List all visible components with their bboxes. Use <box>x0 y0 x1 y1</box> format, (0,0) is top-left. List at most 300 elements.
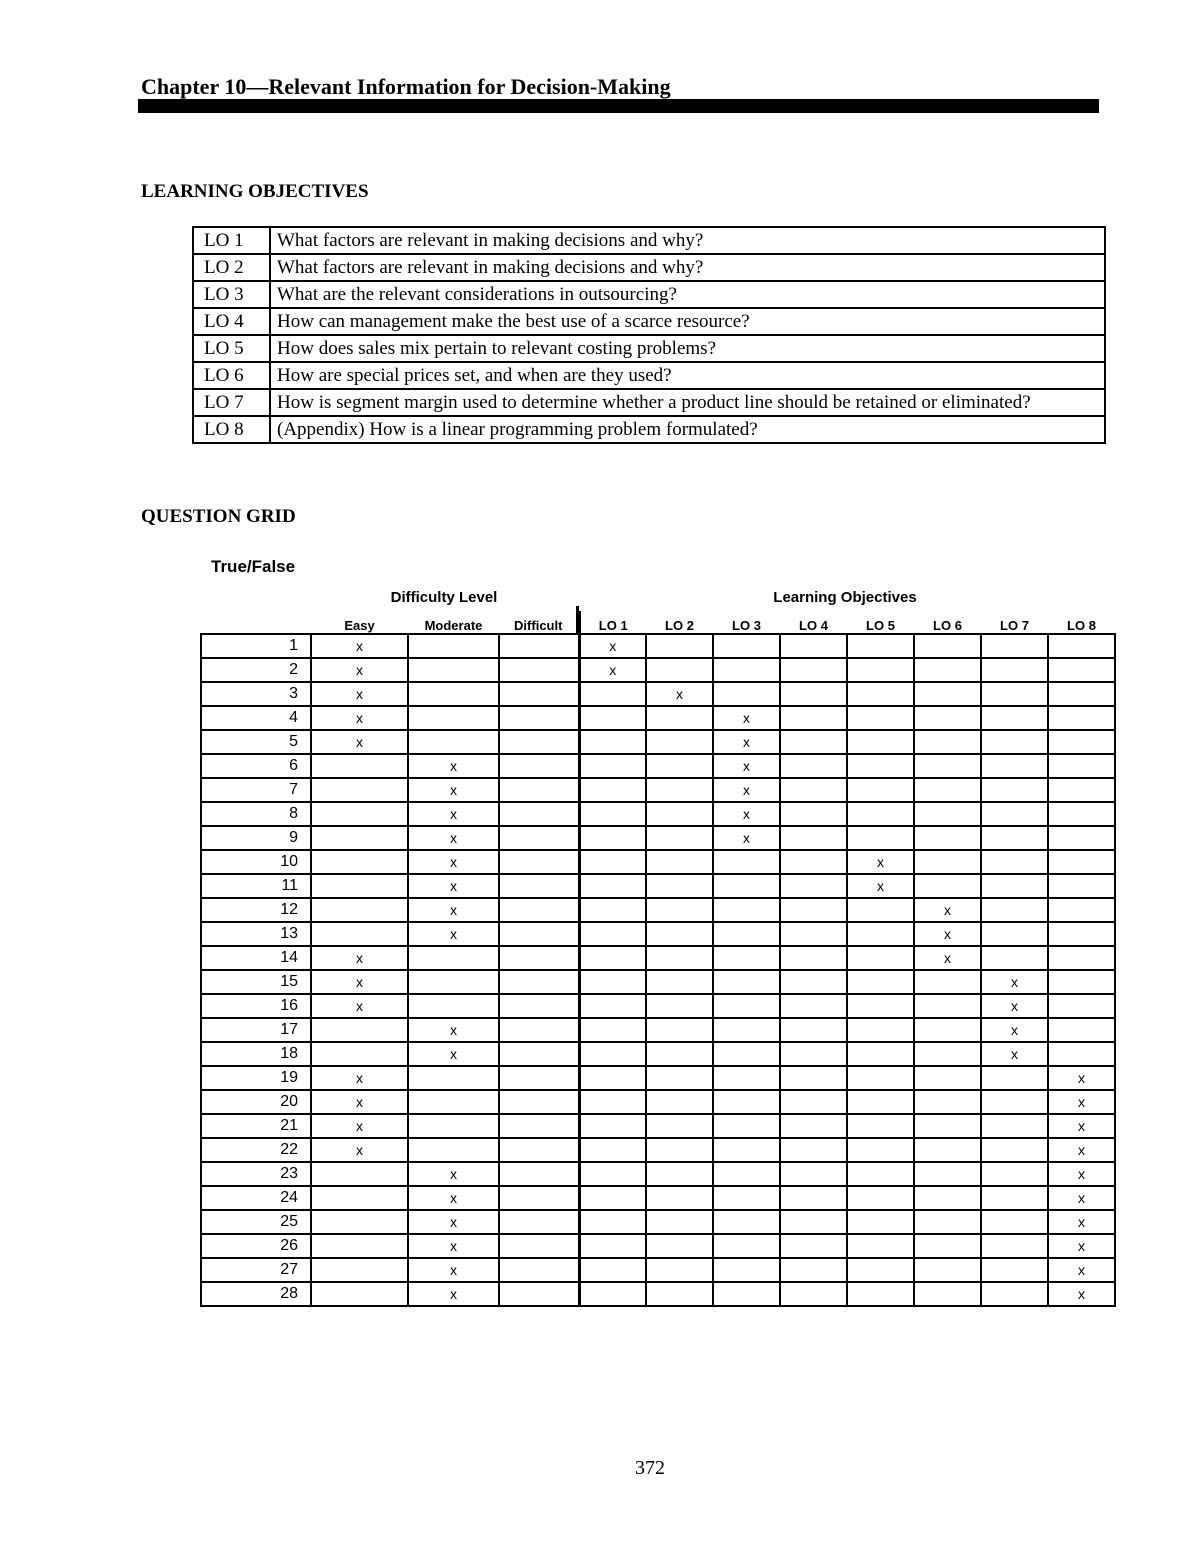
lo-code: LO 2 <box>193 254 270 281</box>
question-number: 3 <box>201 682 311 706</box>
grid-cell <box>646 706 713 730</box>
grid-cell <box>780 1018 847 1042</box>
grid-cell <box>914 778 981 802</box>
grid-cell <box>311 946 408 970</box>
grid-cell <box>713 754 780 778</box>
grid-cell <box>499 658 579 682</box>
grid-cell <box>780 634 847 658</box>
grid-row <box>201 778 1115 802</box>
grid-cell <box>1048 1258 1115 1282</box>
question-number: 21 <box>201 1114 311 1138</box>
grid-mark: x <box>1011 1022 1018 1038</box>
grid-cell <box>847 1282 914 1306</box>
grid-column-header: LO 4 <box>780 611 847 634</box>
grid-cell <box>499 898 579 922</box>
page-number: 372 <box>635 1457 665 1479</box>
grid-row <box>201 1090 1115 1114</box>
grid-cell <box>713 802 780 826</box>
grid-cell <box>780 1282 847 1306</box>
lo-text: What are the relevant considerations in outsourcing? <box>270 281 1105 308</box>
grid-cell <box>713 994 780 1018</box>
grid-cell <box>499 1186 579 1210</box>
grid-cell <box>646 994 713 1018</box>
grid-cell <box>646 1234 713 1258</box>
grid-cell <box>579 874 646 898</box>
question-number: 6 <box>201 754 311 778</box>
grid-column-header: LO 7 <box>981 611 1048 634</box>
grid-cell <box>408 946 499 970</box>
grid-cell <box>981 826 1048 850</box>
grid-cell <box>780 946 847 970</box>
grid-cell <box>311 1138 408 1162</box>
lo-row <box>193 254 1105 281</box>
grid-cell <box>646 970 713 994</box>
grid-cell <box>713 634 780 658</box>
learning-objectives-table <box>192 226 1106 444</box>
grid-cell <box>499 826 579 850</box>
grid-cell <box>646 1042 713 1066</box>
grid-mark: x <box>743 710 750 726</box>
grid-cell <box>579 850 646 874</box>
grid-cell <box>499 754 579 778</box>
grid-cell <box>579 682 646 706</box>
grid-mark: x <box>356 686 363 702</box>
grid-cell <box>408 874 499 898</box>
grid-column-header: Moderate <box>408 611 499 634</box>
lo-code: LO 5 <box>193 335 270 362</box>
grid-cell <box>847 850 914 874</box>
grid-cell <box>780 1258 847 1282</box>
grid-cell <box>646 802 713 826</box>
grid-cell <box>713 874 780 898</box>
grid-cell <box>499 1162 579 1186</box>
grid-cell <box>1048 730 1115 754</box>
grid-cell <box>646 682 713 706</box>
question-grid-heading: QUESTION GRID <box>141 506 296 527</box>
grid-cell <box>914 850 981 874</box>
grid-cell <box>579 1042 646 1066</box>
grid-mark: x <box>676 686 683 702</box>
grid-cell <box>847 754 914 778</box>
grid-mark: x <box>1078 1166 1085 1182</box>
lo-row <box>193 281 1105 308</box>
grid-cell <box>311 682 408 706</box>
grid-mark: x <box>877 878 884 894</box>
grid-cell <box>847 706 914 730</box>
lo-code: LO 4 <box>193 308 270 335</box>
title-rule <box>138 99 1099 113</box>
grid-cell <box>579 802 646 826</box>
grid-mark: x <box>944 926 951 942</box>
grid-cell <box>499 778 579 802</box>
question-number: 8 <box>201 802 311 826</box>
grid-cell <box>713 658 780 682</box>
lo-row <box>193 389 1105 416</box>
grid-cell <box>499 730 579 754</box>
grid-cell <box>408 634 499 658</box>
grid-cell <box>1048 754 1115 778</box>
grid-cell <box>713 778 780 802</box>
grid-mark: x <box>450 1286 457 1302</box>
grid-cell <box>579 1210 646 1234</box>
lo-text: How are special prices set, and when are they used? <box>270 362 1105 389</box>
lo-text: (Appendix) How is a linear programming problem formulated? <box>270 416 1105 443</box>
lo-row <box>193 335 1105 362</box>
grid-cell <box>499 1018 579 1042</box>
question-number: 20 <box>201 1090 311 1114</box>
grid-cell <box>914 1018 981 1042</box>
difficulty-level-label: Difficulty Level <box>390 589 498 606</box>
grid-cell <box>713 1090 780 1114</box>
grid-mark: x <box>450 806 457 822</box>
grid-cell <box>408 658 499 682</box>
grid-cell <box>713 1234 780 1258</box>
grid-mark: x <box>356 1094 363 1110</box>
grid-cell <box>780 1138 847 1162</box>
grid-cell <box>1048 1138 1115 1162</box>
grid-cell <box>408 1282 499 1306</box>
grid-cell <box>408 1066 499 1090</box>
grid-mark: x <box>356 734 363 750</box>
grid-cell <box>914 682 981 706</box>
grid-cell <box>981 730 1048 754</box>
question-number: 9 <box>201 826 311 850</box>
grid-mark: x <box>450 782 457 798</box>
grid-cell <box>646 1090 713 1114</box>
grid-cell <box>981 1234 1048 1258</box>
grid-cell <box>408 898 499 922</box>
grid-cell <box>981 1042 1048 1066</box>
grid-cell <box>713 730 780 754</box>
grid-cell <box>646 1066 713 1090</box>
grid-cell <box>1048 1282 1115 1306</box>
question-number: 12 <box>201 898 311 922</box>
question-number: 17 <box>201 1018 311 1042</box>
grid-cell <box>981 658 1048 682</box>
grid-cell <box>847 946 914 970</box>
grid-cell <box>408 706 499 730</box>
grid-column-header: LO 8 <box>1048 611 1115 634</box>
grid-mark: x <box>743 758 750 774</box>
grid-row <box>201 682 1115 706</box>
grid-cell <box>1048 994 1115 1018</box>
grid-cell <box>311 898 408 922</box>
grid-mark: x <box>1078 1142 1085 1158</box>
grid-mark: x <box>450 1166 457 1182</box>
grid-cell <box>311 1234 408 1258</box>
grid-cell <box>981 1114 1048 1138</box>
lo-row <box>193 416 1105 443</box>
grid-cell <box>914 634 981 658</box>
grid-cell <box>579 1234 646 1258</box>
question-number: 5 <box>201 730 311 754</box>
grid-cell <box>579 994 646 1018</box>
grid-cell <box>646 1258 713 1282</box>
question-number: 27 <box>201 1258 311 1282</box>
grid-cell <box>408 922 499 946</box>
grid-cell <box>847 1018 914 1042</box>
grid-cell <box>780 778 847 802</box>
grid-cell <box>914 994 981 1018</box>
grid-mark: x <box>450 902 457 918</box>
grid-mark: x <box>356 998 363 1014</box>
question-number: 7 <box>201 778 311 802</box>
grid-cell <box>646 1282 713 1306</box>
grid-cell <box>646 1138 713 1162</box>
grid-row <box>201 874 1115 898</box>
grid-cell <box>579 658 646 682</box>
grid-mark: x <box>1078 1094 1085 1110</box>
grid-mark: x <box>450 1214 457 1230</box>
grid-cell <box>311 1162 408 1186</box>
grid-cell <box>579 754 646 778</box>
grid-cell <box>646 1210 713 1234</box>
question-number: 18 <box>201 1042 311 1066</box>
grid-cell <box>311 730 408 754</box>
grid-cell <box>579 1138 646 1162</box>
question-number: 25 <box>201 1210 311 1234</box>
grid-cell <box>981 898 1048 922</box>
grid-cell <box>646 898 713 922</box>
grid-cell <box>499 970 579 994</box>
grid-cell <box>713 850 780 874</box>
grid-cell <box>408 754 499 778</box>
grid-cell <box>914 922 981 946</box>
grid-cell <box>646 826 713 850</box>
grid-cell <box>579 1018 646 1042</box>
grid-mark: x <box>1078 1118 1085 1134</box>
grid-cell <box>914 970 981 994</box>
grid-cell <box>311 922 408 946</box>
grid-mark: x <box>450 1238 457 1254</box>
grid-mark: x <box>1078 1238 1085 1254</box>
grid-cell <box>981 994 1048 1018</box>
grid-cell <box>981 1186 1048 1210</box>
grid-cell <box>780 1210 847 1234</box>
grid-mark: x <box>450 1022 457 1038</box>
grid-cell <box>847 1042 914 1066</box>
grid-cell <box>780 658 847 682</box>
grid-cell <box>981 802 1048 826</box>
grid-cell <box>713 898 780 922</box>
grid-cell <box>408 778 499 802</box>
grid-cell <box>499 1042 579 1066</box>
grid-cell <box>579 1114 646 1138</box>
grid-mark: x <box>743 734 750 750</box>
grid-cell <box>499 1090 579 1114</box>
grid-cell <box>499 1138 579 1162</box>
lo-code: LO 7 <box>193 389 270 416</box>
grid-cell <box>847 994 914 1018</box>
grid-cell <box>847 634 914 658</box>
grid-cell <box>408 1234 499 1258</box>
grid-cell <box>847 730 914 754</box>
grid-row <box>201 1210 1115 1234</box>
grid-cell <box>1048 946 1115 970</box>
grid-row <box>201 970 1115 994</box>
grid-cell <box>311 658 408 682</box>
grid-cell <box>1048 658 1115 682</box>
grid-cell <box>408 802 499 826</box>
question-number: 2 <box>201 658 311 682</box>
grid-cell <box>981 1066 1048 1090</box>
grid-cell <box>646 634 713 658</box>
grid-row <box>201 994 1115 1018</box>
grid-cell <box>408 1090 499 1114</box>
grid-cell <box>713 682 780 706</box>
grid-mark: x <box>356 1118 363 1134</box>
grid-cell <box>499 1210 579 1234</box>
grid-mark: x <box>450 878 457 894</box>
grid-cell <box>914 706 981 730</box>
grid-cell <box>646 946 713 970</box>
grid-cell <box>847 922 914 946</box>
grid-cell <box>981 1162 1048 1186</box>
grid-mark: x <box>356 1142 363 1158</box>
grid-cell <box>499 1234 579 1258</box>
grid-mark: x <box>1078 1286 1085 1302</box>
grid-cell <box>847 1234 914 1258</box>
grid-cell <box>981 1210 1048 1234</box>
grid-cell <box>713 1258 780 1282</box>
lo-row <box>193 308 1105 335</box>
grid-header-blank <box>201 611 311 634</box>
grid-cell <box>1048 1234 1115 1258</box>
grid-cell <box>311 634 408 658</box>
grid-mark: x <box>1011 974 1018 990</box>
grid-row <box>201 1018 1115 1042</box>
grid-cell <box>311 1066 408 1090</box>
grid-cell <box>1048 826 1115 850</box>
grid-cell <box>579 706 646 730</box>
grid-cell <box>499 1066 579 1090</box>
grid-cell <box>981 634 1048 658</box>
grid-mark: x <box>1011 998 1018 1014</box>
grid-mark: x <box>1078 1214 1085 1230</box>
grid-cell <box>780 1042 847 1066</box>
grid-cell <box>847 802 914 826</box>
grid-cell <box>981 946 1048 970</box>
grid-cell <box>311 1042 408 1066</box>
grid-cell <box>579 898 646 922</box>
grid-cell <box>914 658 981 682</box>
grid-cell <box>646 922 713 946</box>
grid-cell <box>408 1186 499 1210</box>
grid-cell <box>311 754 408 778</box>
grid-cell <box>1048 922 1115 946</box>
grid-cell <box>1048 874 1115 898</box>
grid-cell <box>780 1186 847 1210</box>
grid-row <box>201 1258 1115 1282</box>
grid-cell <box>1048 802 1115 826</box>
question-number: 24 <box>201 1186 311 1210</box>
grid-cell <box>847 1090 914 1114</box>
grid-cell <box>780 1114 847 1138</box>
grid-cell <box>981 754 1048 778</box>
grid-cell <box>408 1018 499 1042</box>
grid-cell <box>579 946 646 970</box>
grid-column-header: LO 2 <box>646 611 713 634</box>
grid-row <box>201 1114 1115 1138</box>
grid-cell <box>1048 1018 1115 1042</box>
grid-cell <box>579 1258 646 1282</box>
grid-cell <box>713 1210 780 1234</box>
grid-column-header: Easy <box>311 611 408 634</box>
grid-cell <box>981 1258 1048 1282</box>
grid-cell <box>847 1066 914 1090</box>
lo-text: How is segment margin used to determine whether a product line should be retained or eliminated? <box>270 389 1105 416</box>
grid-cell <box>713 922 780 946</box>
lo-text: What factors are relevant in making decisions and why? <box>270 227 1105 254</box>
grid-cell <box>646 874 713 898</box>
grid-cell <box>713 970 780 994</box>
grid-cell <box>847 898 914 922</box>
grid-cell <box>408 994 499 1018</box>
grid-row <box>201 850 1115 874</box>
question-number: 15 <box>201 970 311 994</box>
question-number: 23 <box>201 1162 311 1186</box>
chapter-title: Chapter 10—Relevant Information for Decision-Making <box>141 74 671 99</box>
grid-mark: x <box>450 758 457 774</box>
grid-mark: x <box>877 854 884 870</box>
grid-cell <box>713 1186 780 1210</box>
grid-cell <box>914 1210 981 1234</box>
grid-cell <box>646 1018 713 1042</box>
grid-cell <box>914 1090 981 1114</box>
grid-mark: x <box>944 902 951 918</box>
grid-cell <box>847 658 914 682</box>
grid-cell <box>1048 682 1115 706</box>
grid-cell <box>499 634 579 658</box>
grid-cell <box>579 970 646 994</box>
grid-mark: x <box>1011 1046 1018 1062</box>
grid-cell <box>847 1162 914 1186</box>
grid-cell <box>780 1090 847 1114</box>
question-grid-table <box>200 611 1116 1307</box>
grid-row <box>201 1066 1115 1090</box>
grid-cell <box>499 922 579 946</box>
question-number: 16 <box>201 994 311 1018</box>
grid-cell <box>408 1258 499 1282</box>
grid-cell <box>579 778 646 802</box>
grid-cell <box>713 1282 780 1306</box>
grid-row <box>201 1186 1115 1210</box>
question-number: 22 <box>201 1138 311 1162</box>
grid-cell <box>311 802 408 826</box>
grid-cell <box>780 682 847 706</box>
grid-cell <box>311 1090 408 1114</box>
grid-cell <box>646 850 713 874</box>
grid-row <box>201 802 1115 826</box>
grid-cell <box>408 730 499 754</box>
grid-cell <box>981 706 1048 730</box>
grid-row <box>201 754 1115 778</box>
grid-cell <box>981 682 1048 706</box>
grid-cell <box>579 1066 646 1090</box>
grid-cell <box>981 778 1048 802</box>
grid-mark: x <box>356 710 363 726</box>
grid-cell <box>1048 778 1115 802</box>
grid-mark: x <box>1078 1190 1085 1206</box>
grid-cell <box>1048 1162 1115 1186</box>
grid-cell <box>1048 706 1115 730</box>
grid-header-row <box>201 611 1115 634</box>
question-number: 14 <box>201 946 311 970</box>
grid-cell <box>847 1210 914 1234</box>
question-number: 28 <box>201 1282 311 1306</box>
grid-cell <box>981 850 1048 874</box>
grid-cell <box>847 1186 914 1210</box>
